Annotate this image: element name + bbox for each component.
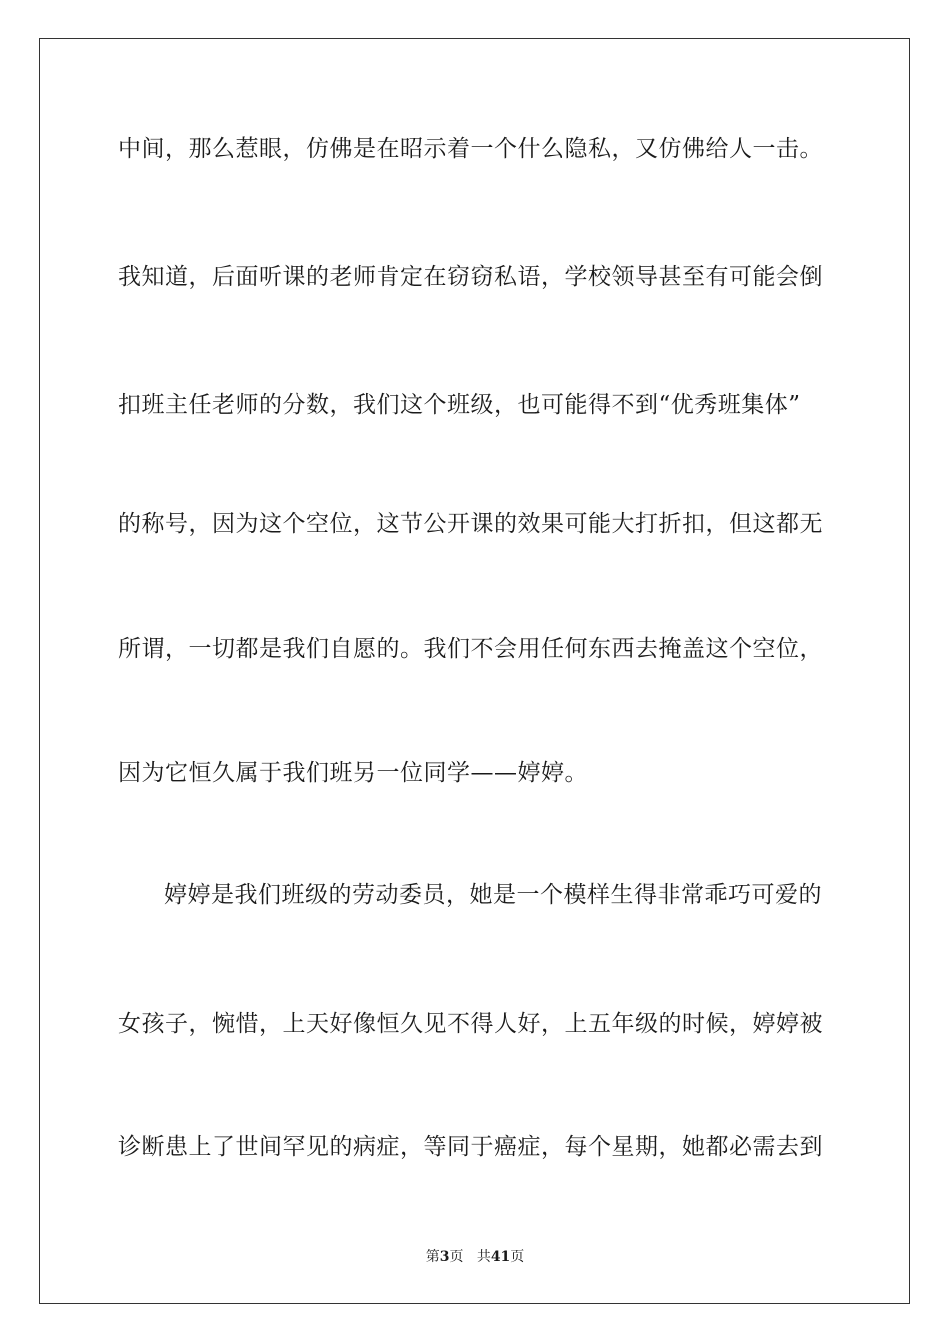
footer-page-unit: 页 — [449, 1249, 464, 1265]
footer-total-pages: 41 — [490, 1249, 511, 1265]
page-frame — [39, 38, 910, 1304]
page-footer — [0, 1248, 950, 1266]
text-line-3: 扣班主任老师的分数，我们这个班级，也可能得不到“优秀班集体” — [118, 392, 801, 418]
footer-total-prefix: 共 — [476, 1249, 491, 1265]
text-line-9: 诊断患上了世间罕见的病症，等同于癌症，每个星期，她都必需去到 — [118, 1134, 823, 1160]
text-line-2: 我知道，后面听课的老师肯定在窃窃私语，学校领导甚至有可能会倒 — [118, 264, 823, 290]
text-line-6: 因为它恒久属于我们班另一位同学——婷婷。 — [118, 760, 588, 786]
footer-total-unit: 页 — [510, 1249, 525, 1265]
text-line-8: 女孩子，惋惜，上天好像恒久见不得人好，上五年级的时候，婷婷被 — [118, 1011, 823, 1037]
text-line-7: 婷婷是我们班级的劳动委员，她是一个模样生得非常乖巧可爱的 — [164, 882, 822, 908]
footer-current-page: 3 — [439, 1249, 450, 1265]
text-line-4: 的称号，因为这个空位，这节公开课的效果可能大打折扣，但这都无 — [118, 511, 823, 537]
text-line-5: 所谓，一切都是我们自愿的。我们不会用任何东西去掩盖这个空位， — [118, 636, 823, 662]
text-line-1: 中间，那么惹眼，仿佛是在昭示着一个什么隐私，又仿佛给人一击。 — [118, 136, 823, 162]
footer-prefix: 第 — [425, 1249, 440, 1265]
